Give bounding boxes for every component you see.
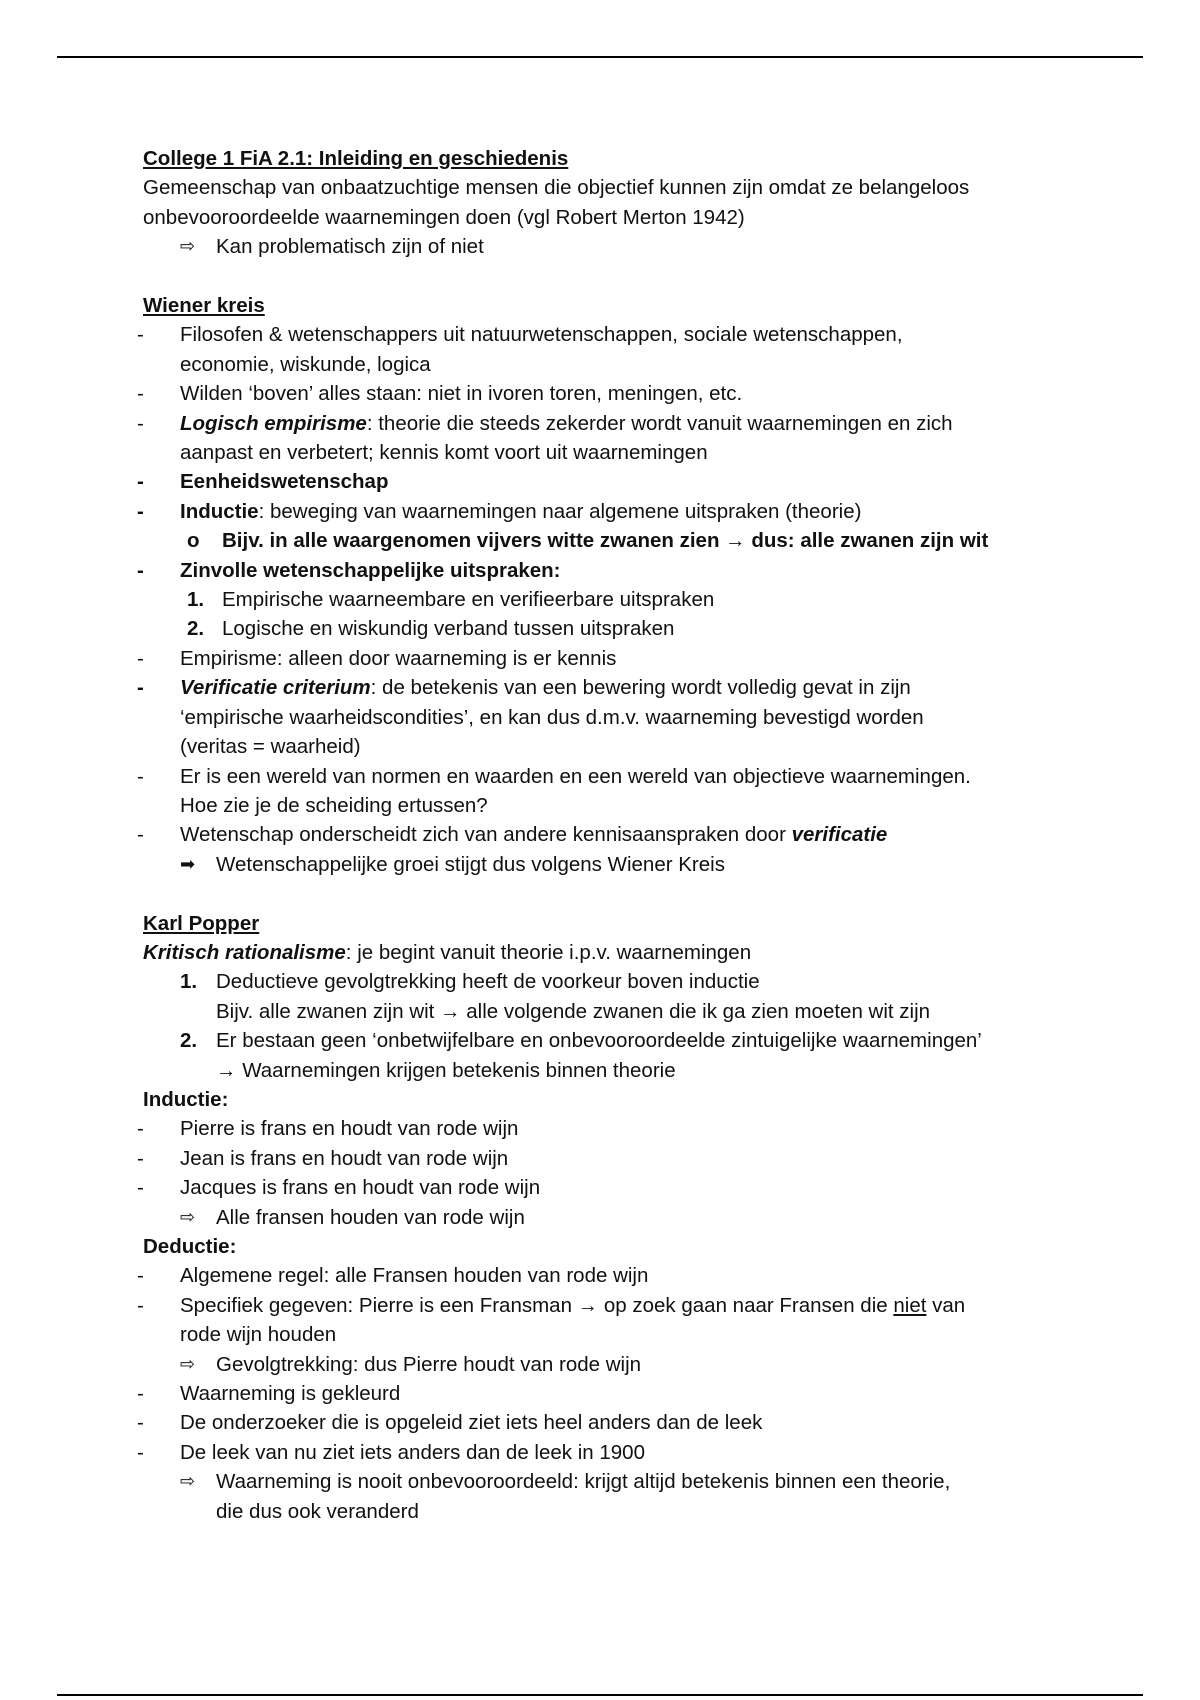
outline-arrow-icon: ⇨ bbox=[180, 1206, 196, 1227]
term-verificatie: verificatie bbox=[791, 823, 888, 847]
arrow-item bbox=[143, 1350, 1083, 1379]
bullet-text: Waarneming is gekleurd bbox=[180, 1382, 401, 1406]
bullet-item bbox=[137, 1114, 1083, 1143]
dash-bullet: - bbox=[137, 823, 144, 847]
dash-bullet: - bbox=[137, 1264, 144, 1288]
number-marker: 1. bbox=[180, 970, 198, 994]
bullet-text: Algemene regel: alle Fransen houden van rode wijn bbox=[180, 1264, 649, 1288]
bullet-text: De leek van nu ziet iets anders dan de leek in 1900 bbox=[180, 1440, 645, 1464]
dash-bullet: - bbox=[137, 411, 144, 435]
numbered-continuation: → Waarnemingen krijgen betekenis binnen theorie bbox=[216, 1058, 676, 1082]
dash-bullet: - bbox=[137, 1293, 144, 1317]
bullet-item bbox=[137, 673, 1083, 702]
bullet-item bbox=[137, 1408, 1083, 1437]
top-rule bbox=[57, 56, 1143, 58]
outline-arrow-icon: ⇨ bbox=[180, 1353, 196, 1374]
numbered-item bbox=[143, 967, 1083, 996]
dash-bullet: - bbox=[137, 323, 144, 347]
dash-bullet: - bbox=[137, 1411, 144, 1435]
numbered-continuation: Bijv. alle zwanen zijn wit → alle volgende zwanen die ik ga zien moeten wit zijn bbox=[216, 999, 931, 1023]
numbered-text: Logische en wiskundig verband tussen uitspraken bbox=[222, 617, 675, 641]
bullet-item bbox=[137, 1438, 1083, 1467]
circle-bullet: o bbox=[187, 529, 200, 553]
dash-bullet: - bbox=[137, 499, 144, 523]
bullet-text: : theorie die steeds zekerder wordt vanuit waarnemingen en zich bbox=[366, 411, 953, 435]
arrow-item-text: Kan problematisch zijn of niet bbox=[216, 235, 484, 259]
underlined-word: niet bbox=[893, 1293, 927, 1317]
bullet-item bbox=[137, 409, 1083, 438]
bullet-item bbox=[137, 320, 1083, 349]
bullet-text: Zinvolle wetenschappelijke uitspraken: bbox=[180, 558, 561, 582]
bullet-text: Specifiek gegeven: Pierre is een Fransman → op zoek gaan naar Fransen die bbox=[180, 1293, 894, 1317]
bullet-item bbox=[137, 1261, 1083, 1290]
bullet-text: Jacques is frans en houdt van rode wijn bbox=[180, 1176, 541, 1200]
bullet-item bbox=[137, 644, 1083, 673]
bullet-item bbox=[137, 556, 1083, 585]
bullet-continuation: Hoe zie je de scheiding ertussen? bbox=[180, 793, 488, 817]
term-kritisch-rationalisme: Kritisch rationalisme bbox=[143, 940, 346, 964]
numbered-text: Deductieve gevolgtrekking heeft de voorkeur boven inductie bbox=[216, 970, 760, 994]
paragraph-line: Gemeenschap van onbaatzuchtige mensen die objectief kunnen zijn omdat ze belangeloos bbox=[143, 176, 970, 200]
section-title-college-1: College 1 FiA 2.1: Inleiding en geschiedenis bbox=[143, 147, 569, 170]
dash-bullet: - bbox=[137, 1440, 144, 1464]
arrow-item-text: Waarneming is nooit onbevooroordeeld: krijgt altijd betekenis binnen een theorie, bbox=[216, 1470, 951, 1494]
bullet-continuation: (veritas = waarheid) bbox=[180, 735, 361, 759]
bullet-item bbox=[137, 762, 1083, 791]
dash-bullet: - bbox=[137, 470, 144, 494]
bullet-text: Wilden ‘boven’ alles staan: niet in ivoren toren, meningen, etc. bbox=[180, 382, 743, 406]
bullet-item bbox=[137, 1291, 1083, 1320]
bottom-rule bbox=[57, 1694, 1143, 1696]
arrow-item-continuation: die dus ook veranderd bbox=[216, 1499, 419, 1523]
bullet-text: : de betekenis van een bewering wordt volledig gevat in zijn bbox=[370, 676, 911, 700]
outline-arrow-icon: ⇨ bbox=[180, 1471, 196, 1492]
bullet-continuation: ‘empirische waarheidscondities’, en kan dus d.m.v. waarneming bevestigd worden bbox=[180, 705, 924, 729]
numbered-item bbox=[143, 585, 1083, 614]
sub-bullet-text: Bijv. in alle waargenomen vijvers witte zwanen zien → dus: alle zwanen zijn wit bbox=[222, 529, 989, 553]
arrow-item-text: Gevolgtrekking: dus Pierre houdt van rode wijn bbox=[216, 1352, 642, 1376]
bullet-text: van bbox=[926, 1293, 966, 1317]
bullet-text: Er is een wereld van normen en waarden en een wereld van objectieve waarnemingen. bbox=[180, 764, 971, 788]
paragraph-line bbox=[143, 938, 1083, 967]
bullet-item bbox=[137, 467, 1083, 496]
bullet-text: Pierre is frans en houdt van rode wijn bbox=[180, 1117, 519, 1141]
arrow-item bbox=[143, 1467, 1083, 1496]
number-marker: 2. bbox=[187, 617, 205, 641]
dash-bullet: - bbox=[137, 1146, 144, 1170]
numbered-text: Er bestaan geen ‘onbetwijfelbare en onbevooroordeelde zintuigelijke waarnemingen’ bbox=[216, 1029, 982, 1053]
bullet-item bbox=[137, 1379, 1083, 1408]
bullet-item bbox=[137, 379, 1083, 408]
bullet-text: Jean is frans en houdt van rode wijn bbox=[180, 1146, 509, 1170]
blank-line bbox=[143, 879, 1083, 908]
dash-bullet: - bbox=[137, 1176, 144, 1200]
bullet-text: Wetenschap onderscheidt zich van andere kennisaanspraken door bbox=[180, 823, 792, 847]
bullet-item bbox=[137, 1144, 1083, 1173]
document-body bbox=[137, 144, 1083, 1526]
subheading-deductie: Deductie: bbox=[143, 1235, 237, 1258]
term-logisch-empirisme: Logisch empirisme bbox=[180, 411, 367, 435]
arrow-item bbox=[143, 232, 1083, 261]
bullet-continuation: aanpast en verbetert; kennis komt voort uit waarnemingen bbox=[180, 441, 708, 465]
bullet-text: Eenheidswetenschap bbox=[180, 470, 389, 494]
bold-arrow-icon: ➡ bbox=[180, 853, 196, 874]
arrow-item bbox=[143, 850, 1083, 879]
dash-bullet: - bbox=[137, 382, 144, 406]
bullet-text: De onderzoeker die is opgeleid ziet iets heel anders dan de leek bbox=[180, 1411, 763, 1435]
section-title-karl-popper: Karl Popper bbox=[143, 911, 260, 935]
bullet-item bbox=[137, 820, 1083, 849]
dash-bullet: - bbox=[137, 1382, 144, 1406]
bullet-item bbox=[137, 1173, 1083, 1202]
numbered-text: Empirische waarneembare en verifieerbare uitspraken bbox=[222, 588, 715, 612]
number-marker: 1. bbox=[187, 588, 205, 612]
outline-arrow-icon: ⇨ bbox=[180, 236, 196, 257]
dash-bullet: - bbox=[137, 676, 144, 700]
term-inductie: Inductie bbox=[180, 499, 259, 523]
numbered-item bbox=[143, 614, 1083, 643]
arrow-item-text: Alle fransen houden van rode wijn bbox=[216, 1205, 525, 1229]
term-verificatie-criterium: Verificatie criterium bbox=[180, 676, 371, 700]
arrow-item-text: Wetenschappelijke groei stijgt dus volgens Wiener Kreis bbox=[216, 852, 725, 876]
blank-line bbox=[143, 262, 1083, 291]
bullet-text: : beweging van waarnemingen naar algemene uitspraken (theorie) bbox=[258, 499, 862, 523]
paragraph-line: onbevooroordeelde waarnemingen doen (vgl Robert Merton 1942) bbox=[143, 205, 745, 229]
bullet-text: Filosofen & wetenschappers uit natuurwetenschappen, sociale wetenschappen, bbox=[180, 323, 903, 347]
section-title-wiener-kreis: Wiener kreis bbox=[143, 294, 265, 318]
numbered-item bbox=[143, 1026, 1083, 1055]
dash-bullet: - bbox=[137, 1117, 144, 1141]
bullet-continuation: economie, wiskunde, logica bbox=[180, 352, 431, 376]
paragraph-text: : je begint vanuit theorie i.p.v. waarnemingen bbox=[345, 940, 752, 964]
dash-bullet: - bbox=[137, 558, 144, 582]
bullet-continuation: rode wijn houden bbox=[180, 1323, 337, 1347]
number-marker: 2. bbox=[180, 1029, 198, 1053]
sub-bullet-item bbox=[143, 526, 1083, 555]
arrow-item bbox=[143, 1203, 1083, 1232]
dash-bullet: - bbox=[137, 646, 144, 670]
bullet-item bbox=[137, 497, 1083, 526]
bullet-text: Empirisme: alleen door waarneming is er kennis bbox=[180, 646, 617, 670]
dash-bullet: - bbox=[137, 764, 144, 788]
subheading-inductie: Inductie: bbox=[143, 1087, 229, 1111]
